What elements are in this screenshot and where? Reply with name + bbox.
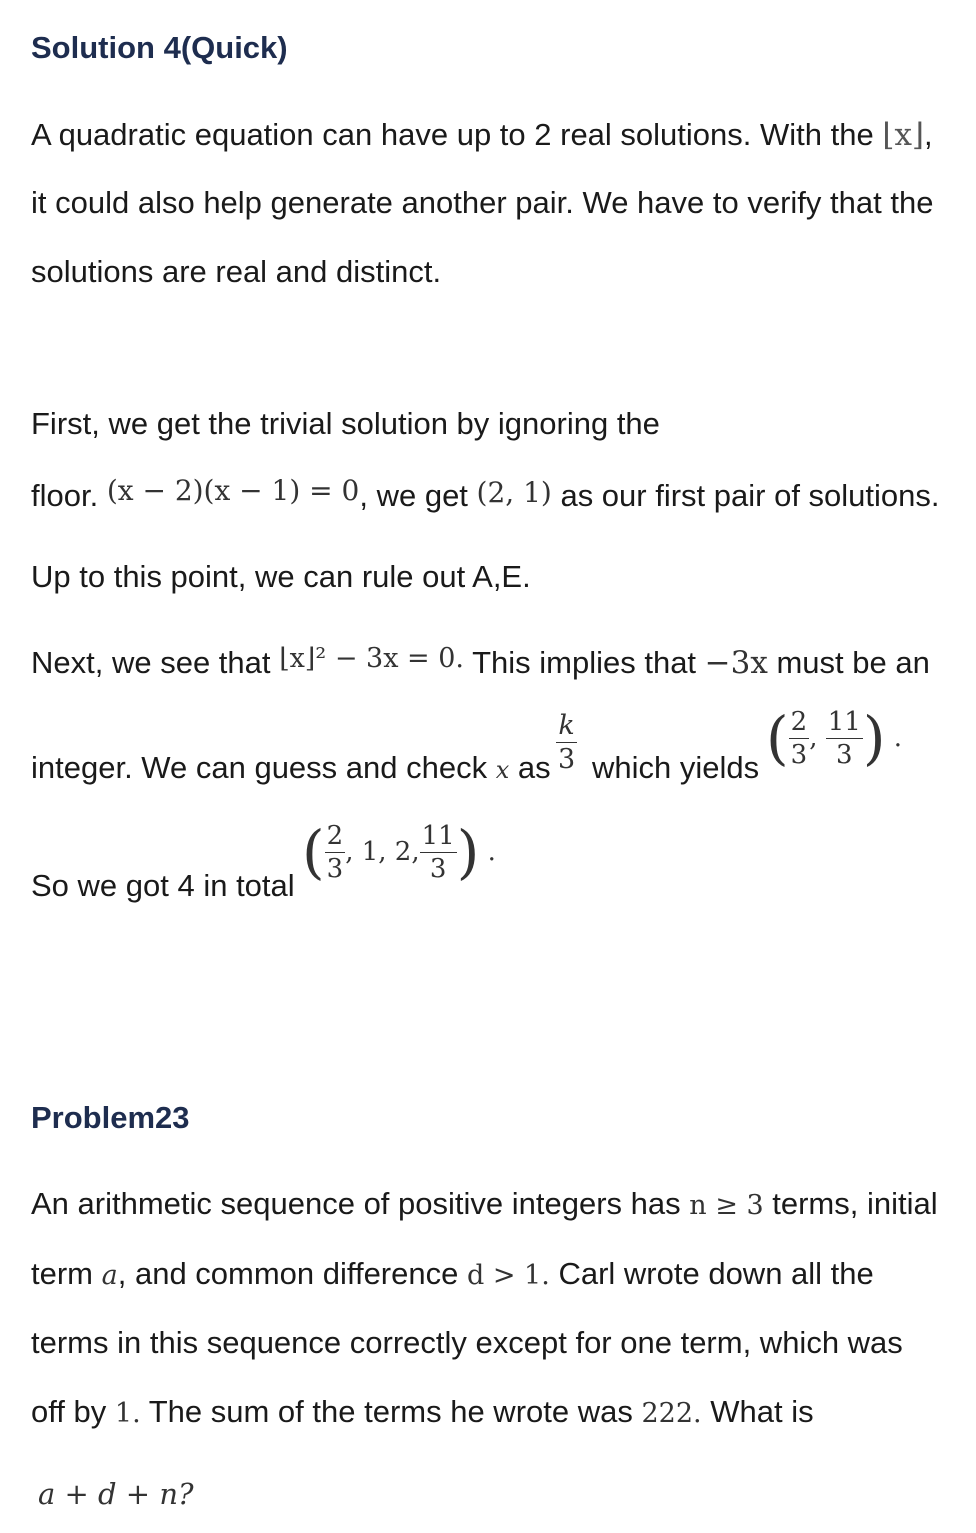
sum-222-math: 222. [641,1398,702,1429]
para3-must-be-text: must be an [776,645,930,680]
para3-line1 [31,643,930,685]
problem-common-diff-text: , and common difference [117,1256,459,1291]
para1-line1 [31,115,933,155]
problem-line1-end: terms, initial [772,1186,938,1221]
yield-frac2-num: 11 [827,706,861,737]
a-plus-d-plus-n-math: a + d + n? [38,1477,194,1511]
total-frac1-den: 3 [326,853,344,884]
para3-line2 [31,748,551,790]
neg-3x-math: −3x [704,645,768,681]
para1-line1-text: A quadratic equation can have up to 2 real solutions. With the [31,117,874,152]
problem-carl-text: Carl wrote down all the [558,1256,874,1291]
para2-line2 [31,476,940,517]
problem-sum-text: The sum of the terms he wrote was [148,1394,633,1429]
n-geq-3-math: n ≥ 3 [689,1190,764,1221]
para3-which-yields: which yields [592,750,760,785]
floor-squared-equation-math: ⌊x⌋² − 3x = 0. [279,643,465,674]
k-over-3-fraction [556,712,577,773]
floor-x-math: ⌊x⌋ [882,117,925,153]
total-frac2-num: 11 [421,820,455,851]
problem-line4 [31,1392,814,1434]
para3-as-text: as [517,750,551,785]
one-math: 1. [114,1398,141,1429]
para4-text: So we got 4 in total [31,868,295,903]
para2-first-pair-text: as our first pair of solutions. [560,478,940,513]
problem-what-is-text: What is [710,1394,814,1429]
problem-off-by-text: off by [31,1394,107,1429]
var-x-math: x [495,756,510,784]
para2-line3: Up to this point, we can rule out A,E. [31,559,531,594]
para2-we-get: , we get [359,478,468,513]
para2-line1: First, we get the trivial solution by ignoring the [31,406,660,441]
problem-line3: terms in this sequence correctly except for one term, which was [31,1325,903,1360]
yield-frac1-den: 3 [790,739,808,770]
para1-line1-end: , [924,117,933,152]
d-gt-1-math: d > 1. [466,1260,550,1291]
yield-frac2-den: 3 [835,739,853,770]
k-numerator: k [556,712,577,743]
para3-guess-text: integer. We can guess and check [31,750,488,785]
factored-equation-math: (x − 2)(x − 1) = 0 [106,474,360,507]
problem-line2 [31,1254,874,1296]
first-pair-math: (2, 1) [476,476,552,509]
problem-line1-text: An arithmetic sequence of positive integers has [31,1186,681,1221]
problem-line1 [31,1184,938,1226]
total-mid-values: , 1, 2, [345,837,420,867]
solution-heading: Solution 4(Quick) [31,30,288,65]
total-solutions-math: ( $\frac{2}{3}$ , 1, 2, $\frac{11}{3}$ ) . [302,818,496,886]
para1-line3: solutions are real and distinct. [31,254,442,289]
para1-line2: it could also help generate another pair. We have to verify that the [31,185,934,220]
yield-frac1-num: 2 [790,706,808,737]
k-denominator: 3 [558,744,576,775]
total-frac2-den: 3 [429,853,447,884]
var-a-math: a [101,1260,118,1291]
problem-term-text: term [31,1256,93,1291]
total-frac1-num: 2 [326,820,344,851]
para3-implies-text: This implies that [472,645,697,680]
yield-pair-math: ( $\frac{2}{3}$ , $\frac{11}{3}$ ) . [766,704,902,772]
para3-next-text: Next, we see that [31,645,271,680]
problem-heading: Problem23 [31,1100,190,1135]
para2-floor-word: floor. [31,478,99,513]
